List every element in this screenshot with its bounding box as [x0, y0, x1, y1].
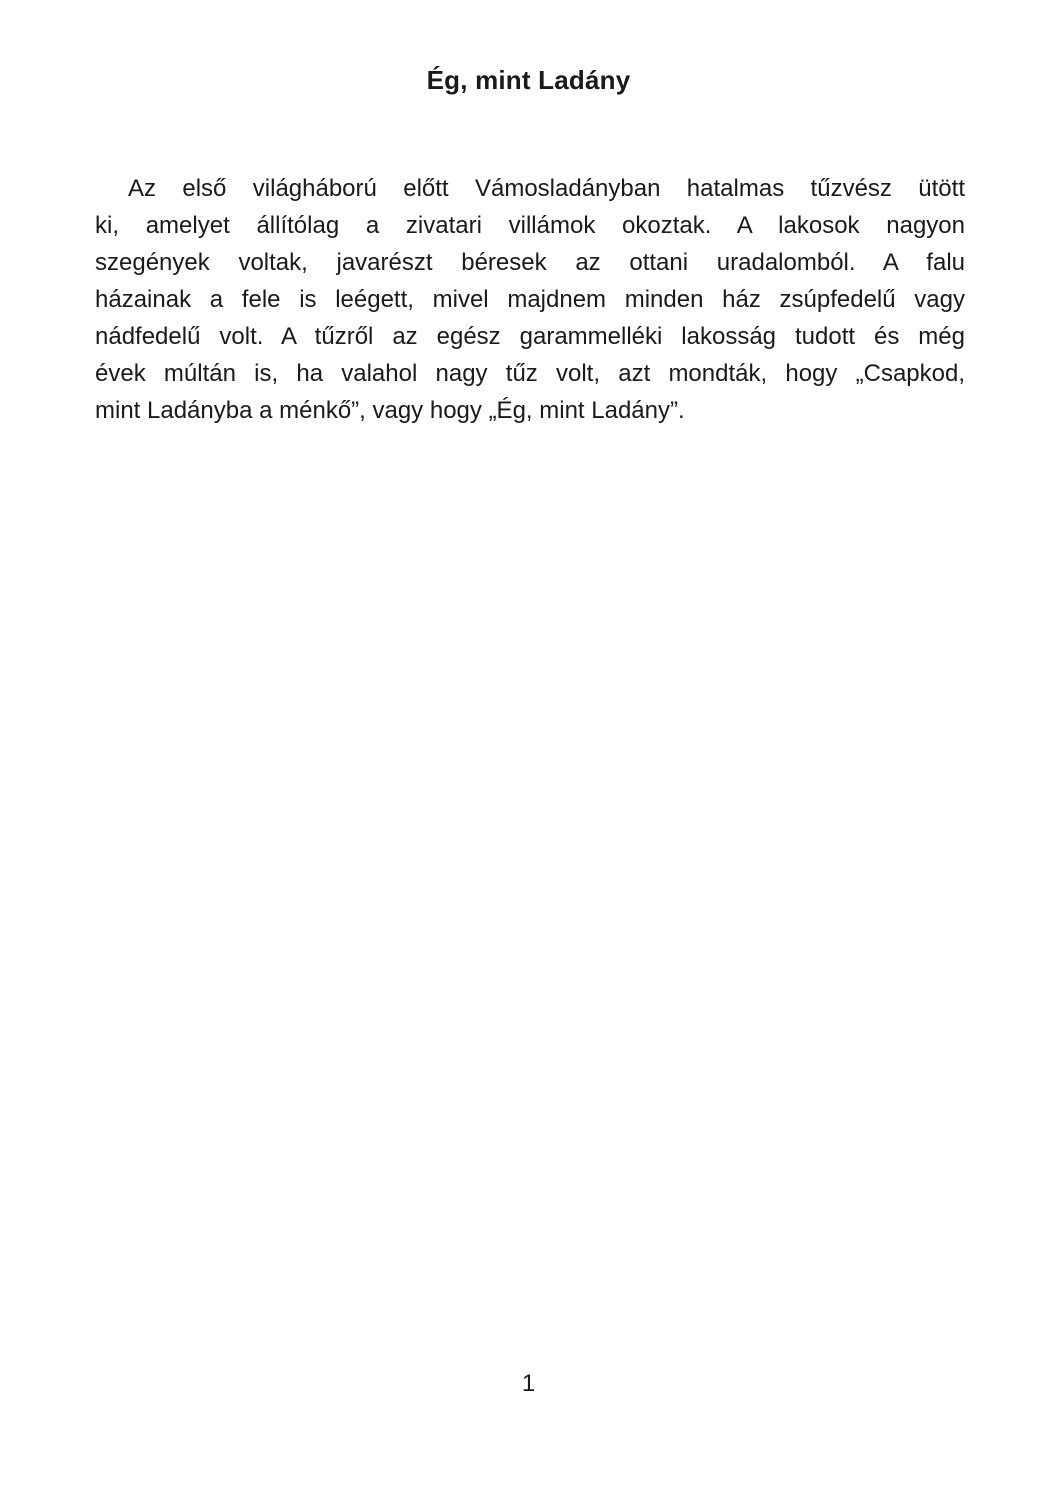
paragraph-line: házainak a fele is leégett, mivel majdnem minden ház zsúpfedelű vagy [95, 286, 965, 313]
page-number: 1 [521, 1370, 536, 1397]
paragraph-line: nádfedelű volt. A tűzről az egész garammelléki lakosság tudott és még [95, 323, 965, 350]
paragraph-line: Az első világháború előtt Vámosladányban hatalmas tűzvész ütött [128, 175, 965, 202]
paragraph-line: szegények voltak, javarészt béresek az ottani uradalomból. A falu [95, 249, 965, 276]
paragraph-line: ki, amelyet állítólag a zivatari villámok okoztak. A lakosok nagyon [95, 212, 965, 239]
page-title: Ég, mint Ladány [426, 65, 631, 95]
paragraph-line: évek múltán is, ha valahol nagy tűz volt, azt mondták, hogy „Csapkod, [95, 360, 965, 387]
paragraph [95, 170, 965, 429]
paragraph-line: mint Ladányba a ménkő”, vagy hogy „Ég, mint Ladány”. [95, 397, 685, 424]
